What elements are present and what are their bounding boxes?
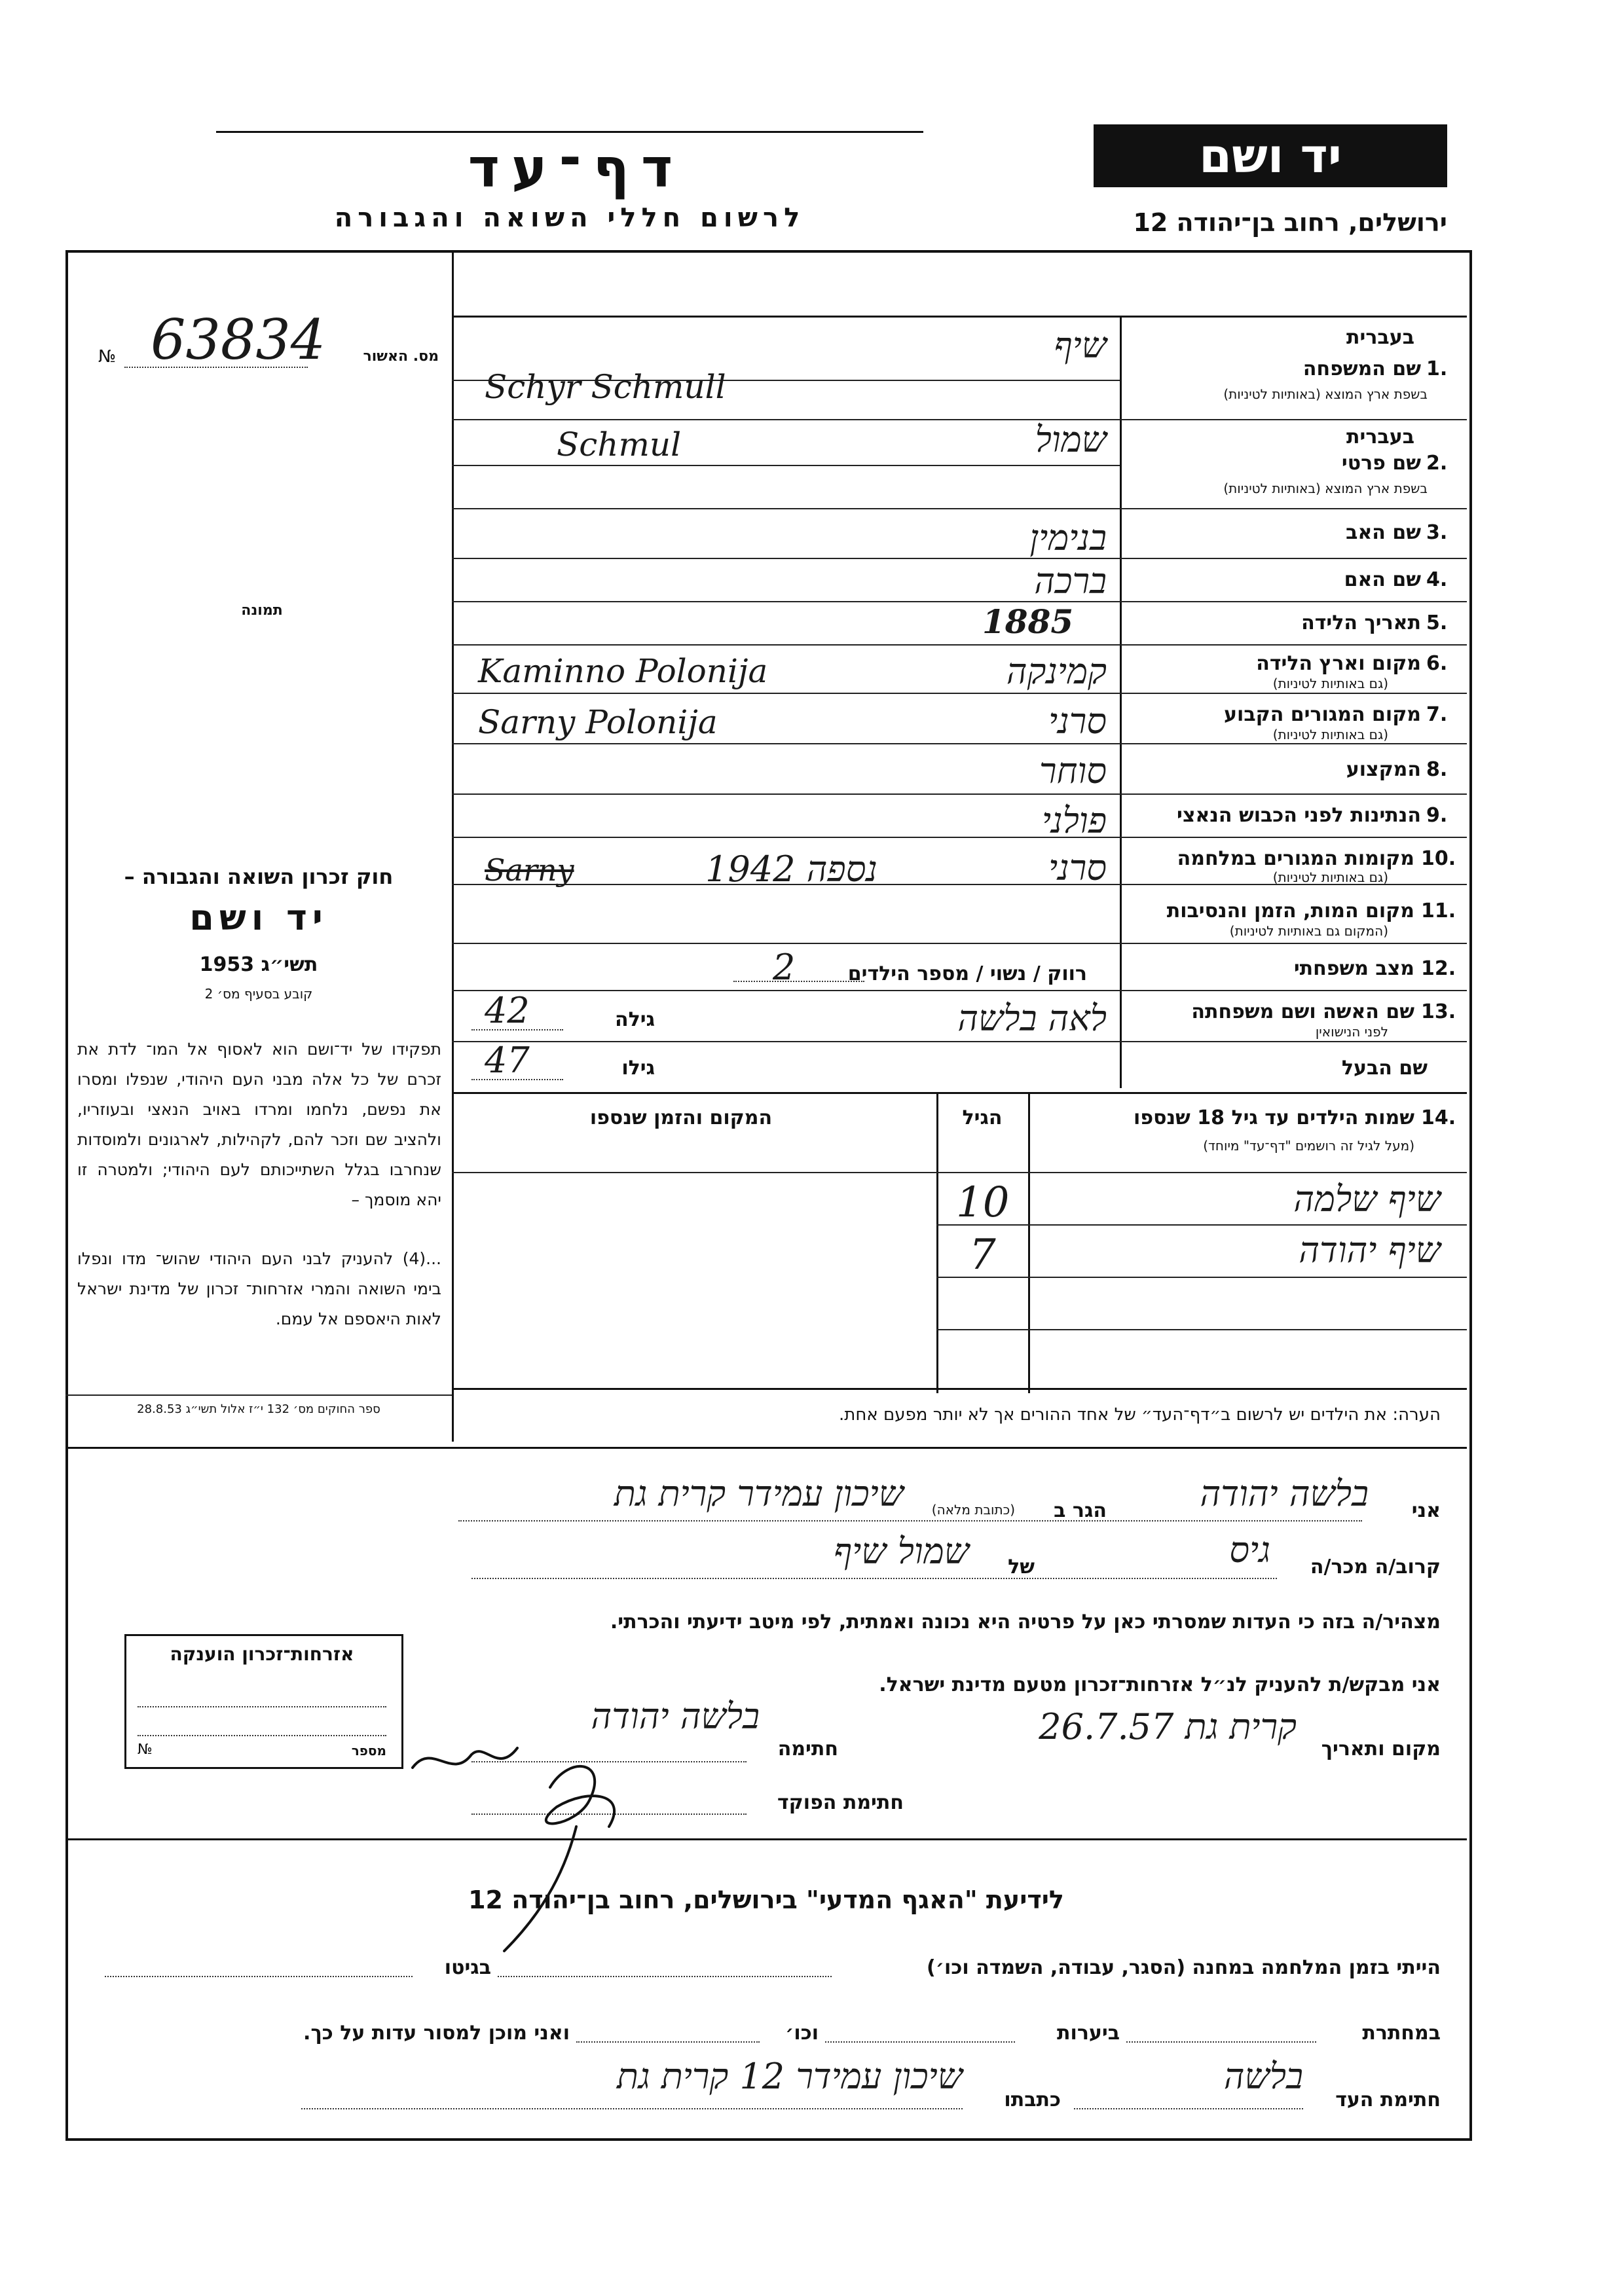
child-1-age: 10 — [956, 1178, 1010, 1227]
declaration-address: שיכון עמידר קרית גת — [614, 1473, 904, 1514]
citizenship-box-line — [138, 1706, 386, 1707]
field-1-num: 1. — [1426, 357, 1448, 380]
row-line — [452, 508, 1467, 509]
bottom-address-label: כתבתו — [1004, 2088, 1061, 2111]
field-13-sub: לפני הנישואין — [1315, 1024, 1388, 1040]
field-12-label: מצב משפחתי — [1293, 957, 1414, 980]
bottom-address: שיכון עמידר 12 קרית גת — [616, 2056, 963, 2097]
children-table-row-line — [936, 1277, 1467, 1278]
law-year: תשי״ג 1953 — [199, 953, 318, 976]
field-13-age: 42 — [485, 990, 530, 1031]
declaration-of-value: שמול שיף — [834, 1531, 969, 1572]
bottom-line1-dots — [105, 1976, 413, 1977]
field-7-sub: (גם באותיות לטיניות) — [1272, 727, 1388, 742]
field-2-num: 2. — [1426, 452, 1448, 475]
law-section: קובע בסעיף מס׳ 2 — [204, 986, 313, 1002]
field-1-label: שם המשפחה — [1302, 357, 1421, 380]
bottom-line2-d: ואני מוכן למסור עדות על כך. — [303, 2022, 570, 2045]
field-1-sub: בשפת ארץ המוצא (באותיות לטיניות) — [1223, 386, 1428, 402]
row-line — [452, 990, 1467, 991]
law-name: יד ושם — [189, 897, 328, 938]
label-column-divider — [1120, 316, 1122, 1088]
children-table-subtitle: (מעל לגיל זה רושמים "דף־עד" מיוחד) — [1203, 1138, 1414, 1154]
field-13-num: 13. — [1421, 1000, 1456, 1023]
left-column-divider — [452, 250, 454, 1442]
approval-number: 63834 — [151, 308, 326, 372]
field-7-num: 7. — [1426, 703, 1448, 726]
field-11-num: 11. — [1421, 900, 1456, 922]
approval-number-symbol: № — [98, 347, 117, 367]
husband-age: 47 — [485, 1040, 530, 1081]
declaration-place-date: קרית גת 26.7.57 — [1039, 1706, 1297, 1747]
declaration-place-date-label: מקום ותאריך — [1321, 1738, 1441, 1760]
field-10-num: 10. — [1421, 847, 1456, 870]
children-table-divider — [936, 1092, 938, 1393]
field-4-label: שם האם — [1344, 568, 1421, 591]
bottom-line2-dots — [576, 2041, 760, 2043]
field-9-value: פולני — [1041, 800, 1107, 841]
declaration-officer-label: חתימת הפוקד — [777, 1791, 904, 1814]
declaration-lives-label: הגר ב — [1054, 1499, 1107, 1522]
field-12-children-line — [733, 981, 864, 982]
citizenship-box-number-label: מספר — [351, 1743, 386, 1758]
field-5-label: תאריך הלידה — [1301, 611, 1421, 634]
field-11-sub: (המקום גם באותיות לטיניות) — [1229, 923, 1388, 939]
children-table-row-line — [936, 1329, 1467, 1330]
field-5-value: 1885 — [982, 602, 1074, 641]
header — [0, 0, 1624, 249]
field-10-sub: (גם באותיות לטיניות) — [1272, 869, 1388, 885]
declaration-lives-sub: (כתובת מלאה) — [931, 1502, 1015, 1518]
law-text-2: ...(4) להעניק לבני העם היהודי שהוש־ מדו ונפלו בימי השואה והמרי אזרחות־ זכרון של מדינת ישראל לאות היאספם אל עמם. — [77, 1249, 441, 1328]
bottom-section-line — [65, 1838, 1467, 1840]
law-footnote: ספר החוקים מס׳ 132 י״ז אלול תשי״ג 28.8.53 — [137, 1402, 380, 1416]
field-8-label: המקצוע — [1346, 758, 1421, 781]
declaration-i-value: בלשה יהודה — [1200, 1473, 1369, 1514]
citizenship-box-title: אזרחות־זכרון הוענקה — [170, 1643, 354, 1665]
bottom-line1-dots — [498, 1976, 832, 1977]
bottom-witness-line — [1074, 2108, 1303, 2109]
row-line — [452, 1041, 1467, 1042]
signature-strokes — [393, 1683, 982, 1958]
children-table-title: שמות הילדים עד גיל 18 שנספו — [1134, 1106, 1414, 1129]
children-table-divider — [1028, 1092, 1030, 1393]
law-title: חוק זכרון השואה והגבורה – — [124, 864, 394, 889]
approval-line — [124, 367, 308, 368]
field-1-hebrew-value: שיף — [1054, 325, 1107, 366]
field-1-latin-value: Schyr Schmull — [485, 368, 726, 406]
husband-age-line — [471, 1079, 563, 1080]
children-table-bottom-line — [452, 1388, 1467, 1390]
note: הערה: את הילדים יש לרשום ב״דף־העד״ של אחד ההורים אך לא יותר מפעם אחת. — [839, 1405, 1441, 1425]
top-band-line — [452, 316, 1467, 318]
field-2-heb-tag: בעברית — [1346, 426, 1414, 448]
officer-signature-mark — [546, 1766, 614, 1827]
child-2-age: 7 — [969, 1231, 996, 1279]
field-3-label: שם האב — [1346, 521, 1421, 544]
declaration-relation: גיס — [1229, 1529, 1270, 1571]
husband-age-label: גילו — [621, 1057, 655, 1080]
law-footnote-line — [65, 1394, 452, 1396]
header-address: ירושלים, רחוב בן־יהודה 12 — [1133, 208, 1447, 237]
children-table-num: 14. — [1421, 1106, 1456, 1129]
field-9-label: הנתינות לפני הכבוש הנאצי — [1177, 804, 1421, 827]
header-rule — [216, 131, 923, 133]
declaration-signature-label: חתימה — [777, 1738, 838, 1760]
page-title: דף־עד — [468, 137, 685, 200]
children-table-header-line — [452, 1172, 1467, 1173]
declaration-i-line — [458, 1520, 1362, 1522]
row-line — [452, 644, 1467, 646]
bottom-line2-dots — [825, 2041, 1015, 2043]
field-1-heb-tag: בעברית — [1346, 326, 1414, 349]
declaration-relation-label: קרוב/ה מכר/ה — [1310, 1556, 1441, 1578]
declaration-relation-line — [471, 1578, 1277, 1579]
declaration-statement: מצהיר/ה בזה כי העדות שמסרתי כאן על פרטיה היא נכונה ואמתית, לפי מיטב ידיעתי והכרתי. — [610, 1611, 1441, 1633]
children-table-row-line — [936, 1224, 1467, 1226]
field-6-label: מקום וארץ הלידה — [1256, 652, 1421, 675]
row-line — [452, 793, 1467, 795]
field-7-latin-value: Sarny Polonija — [478, 703, 718, 741]
field-10-latin-value: Sarny — [485, 852, 574, 888]
field-6-latin-value: Kaminno Polonija — [478, 652, 768, 690]
bottom-line1-a: הייתי בזמן המלחמה במחנה (הסגר, עבודה, השמדה וכו׳) — [927, 1956, 1441, 1979]
field-6-sub: (גם באותיות לטיניות) — [1272, 676, 1388, 691]
field-2-hebrew-value: שמול — [1035, 419, 1107, 460]
row-line — [452, 465, 1120, 466]
logo-text: יד ושם — [1198, 128, 1342, 183]
row-line — [452, 1092, 1467, 1094]
bottom-address-line — [301, 2108, 963, 2109]
page-subtitle: לרשום חללי השואה והגבורה — [334, 203, 805, 233]
field-7-label: מקום המגורים הקבוע — [1224, 703, 1421, 726]
signature-flourish — [413, 1748, 517, 1768]
bottom-line2-b: ביערות — [1057, 2022, 1120, 2045]
field-9-num: 9. — [1426, 804, 1448, 827]
field-10-hebrew-value: סרני — [1048, 847, 1107, 888]
bottom-line2-c: וכו׳ — [785, 2022, 819, 2045]
declaration-i-label: אני — [1411, 1499, 1441, 1522]
field-3-num: 3. — [1426, 521, 1448, 544]
field-2-sub: בשפת ארץ המוצא (באותיות לטיניות) — [1223, 481, 1428, 496]
field-7-hebrew-value: סרני — [1048, 701, 1107, 742]
field-10-label: מקומות המגורים במלחמה — [1177, 847, 1414, 870]
bottom-line1-b: בגיטו — [444, 1956, 491, 1979]
husband-label: שם הבעל — [1341, 1057, 1428, 1080]
field-5-num: 5. — [1426, 611, 1448, 634]
bottom-heading: לידיעת "האגף המדעי" בירושלים, רחוב בן־יהודה 12 — [468, 1886, 1064, 1914]
field-2-latin-value: Schmul — [557, 426, 682, 464]
declaration-signature: בלשה יהודה — [591, 1696, 760, 1737]
declaration-request: אני מבקש/ת להעניק לנ״ל אזרחות־זכרון מטעם מדינת ישראל. — [879, 1673, 1441, 1696]
row-line — [452, 693, 1467, 694]
bottom-line2-dots — [1126, 2041, 1316, 2043]
children-table-col-place: המקום והזמן שנספו — [589, 1106, 773, 1129]
field-12-value: רווק / נשוי / מספר הילדים — [847, 962, 1087, 985]
children-table-col-age: הגיל — [962, 1106, 1003, 1129]
field-11-value: נספה 1942 — [705, 848, 877, 890]
bottom-witness-signature: בלשה — [1223, 2056, 1303, 2097]
declaration-of-label: של — [1008, 1556, 1035, 1578]
child-2-name: שיף יהודה — [1299, 1230, 1441, 1271]
citizenship-box-number-symbol: № — [138, 1741, 153, 1758]
field-3-value: בנימין — [1029, 517, 1107, 558]
field-8-num: 8. — [1426, 758, 1448, 781]
law-text-1: תפקידו של יד־ושם הוא לאסוף אל המו־ לדת את זכרם של כל אלה מבני העם היהודי, שנפלו ומסרו את נפשם, נלחמו ומרדו באויב הנאצי ובעוזריו, ולהציב שם וזכר להם, לקהילות, לארגונים ולמוסדות שנחרבו בגלל השתייכותם לעם היהודי; ולמטרה זו יהא מוסמך – — [77, 1040, 441, 1209]
row-line — [452, 943, 1467, 944]
field-2-label: שם פרטי — [1341, 452, 1421, 475]
field-6-hebrew-value: קמינקה — [1006, 651, 1107, 692]
declaration-top-line — [65, 1447, 1467, 1449]
field-13-value: לאה בלשה — [957, 998, 1107, 1039]
field-8-value: סוחר — [1039, 750, 1107, 792]
field-4-num: 4. — [1426, 568, 1448, 591]
bottom-witness-label: חתימת העד — [1335, 2088, 1441, 2111]
approval-label: מס. האשור — [363, 348, 439, 365]
row-line — [452, 743, 1467, 744]
citizenship-box-line — [138, 1735, 386, 1736]
field-12-num: 12. — [1421, 957, 1456, 980]
field-13-label: שם האשה ושם משפחתה — [1191, 1000, 1414, 1023]
field-11-label: מקום המות, הזמן והנסיבות — [1166, 900, 1414, 922]
field-4-value: ברכה — [1034, 560, 1107, 602]
field-13-age-label: גילה — [615, 1008, 655, 1031]
photo-label: תמונה — [241, 602, 283, 619]
field-13-age-line — [471, 1029, 563, 1030]
field-6-num: 6. — [1426, 652, 1448, 675]
child-1-name: שיף שלמה — [1293, 1178, 1441, 1220]
bottom-line2-a: במחתרת — [1362, 2022, 1441, 2045]
field-12-children: 2 — [773, 947, 796, 988]
